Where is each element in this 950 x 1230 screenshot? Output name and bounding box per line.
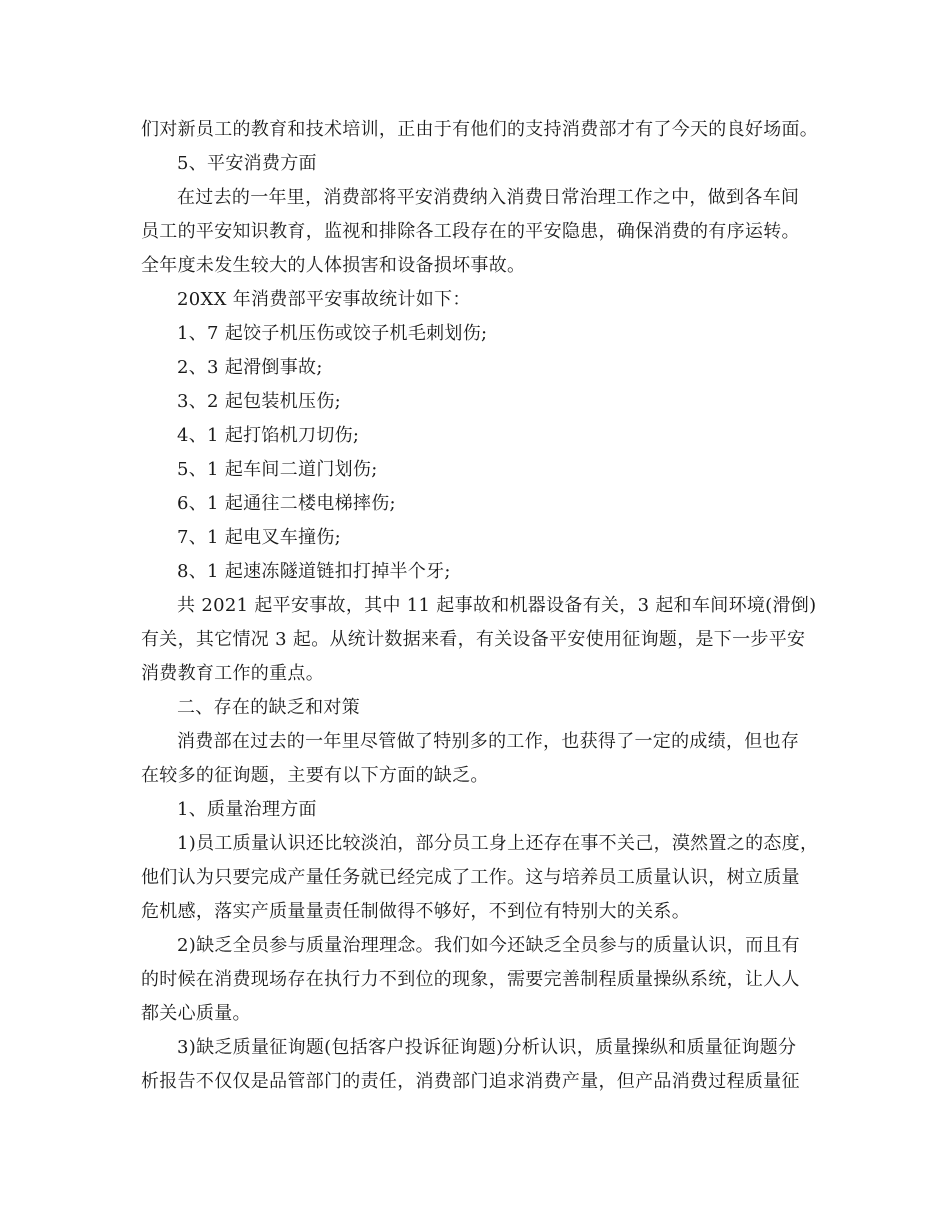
section-heading: 二、存在的缺乏和对策 xyxy=(177,697,360,718)
section-heading: 5、平安消费方面 xyxy=(177,153,317,174)
paragraph-line: 20XX 年消费部平安事故统计如下： xyxy=(177,289,471,310)
paragraph-line: 1)员工质量认识还比较淡泊，部分员工身上还存在事不关己，漠然置之的态度， xyxy=(177,833,819,854)
paragraph-line: 们对新员工的教育和技术培训，正由于有他们的支持消费部才有了今天的良好场面。 xyxy=(141,119,819,140)
paragraph-line: 消费教育工作的重点。 xyxy=(141,663,324,684)
paragraph-line: 析报告不仅仅是品管部门的责任，消费部门追求消费产量，但产品消费过程质量征 xyxy=(141,1071,800,1092)
list-item: 3、2 起包装机压伤; xyxy=(177,391,341,412)
paragraph-line: 全年度未发生较大的人体损害和设备损坏事故。 xyxy=(141,255,526,276)
paragraph-line: 消费部在过去的一年里尽管做了特别多的工作，也获得了一定的成绩，但也存 xyxy=(177,731,800,752)
paragraph-line: 危机感，落实产质量量责任制做得不够好，不到位有特别大的关系。 xyxy=(141,901,690,922)
paragraph-line: 在较多的征询题，主要有以下方面的缺乏。 xyxy=(141,765,489,786)
paragraph-line: 共 2021 起平安事故，其中 11 起事故和机器设备有关，3 起和车间环境(滑倒) xyxy=(177,595,817,616)
section-heading: 1、质量治理方面 xyxy=(177,799,317,820)
list-item: 7、1 起电叉车撞伤; xyxy=(177,527,341,548)
paragraph-line: 3)缺乏质量征询题(包括客户投诉征询题)分析认识，质量操纵和质量征询题分 xyxy=(177,1037,797,1058)
list-item: 5、1 起车间二道门划伤; xyxy=(177,459,378,480)
list-item: 6、1 起通往二楼电梯摔伤; xyxy=(177,493,396,514)
paragraph-line: 他们认为只要完成产量任务就已经完成了工作。这与培养员工质量认识，树立质量 xyxy=(141,867,800,888)
paragraph-line: 2)缺乏全员参与质量治理理念。我们如今还缺乏全员参与的质量认识，而且有 xyxy=(177,935,800,956)
list-item: 8、1 起速冻隧道链扣打掉半个牙; xyxy=(177,561,451,582)
list-item: 4、1 起打馅机刀切伤; xyxy=(177,425,360,446)
paragraph-line: 员工的平安知识教育，监视和排除各工段存在的平安隐患，确保消费的有序运转。 xyxy=(141,221,800,242)
paragraph-line: 有关，其它情况 3 起。从统计数据来看，有关设备平安使用征询题，是下一步平安 xyxy=(141,629,806,650)
paragraph-line: 的时候在消费现场存在执行力不到位的现象，需要完善制程质量操纵系统，让人人 xyxy=(141,969,800,990)
paragraph-line: 在过去的一年里，消费部将平安消费纳入消费日常治理工作之中，做到各车间 xyxy=(177,187,800,208)
document-body xyxy=(141,113,821,1099)
paragraph-line: 都关心质量。 xyxy=(141,1003,251,1024)
list-item: 1、7 起饺子机压伤或饺子机毛刺划伤; xyxy=(177,323,488,344)
list-item: 2、3 起滑倒事故; xyxy=(177,357,323,378)
